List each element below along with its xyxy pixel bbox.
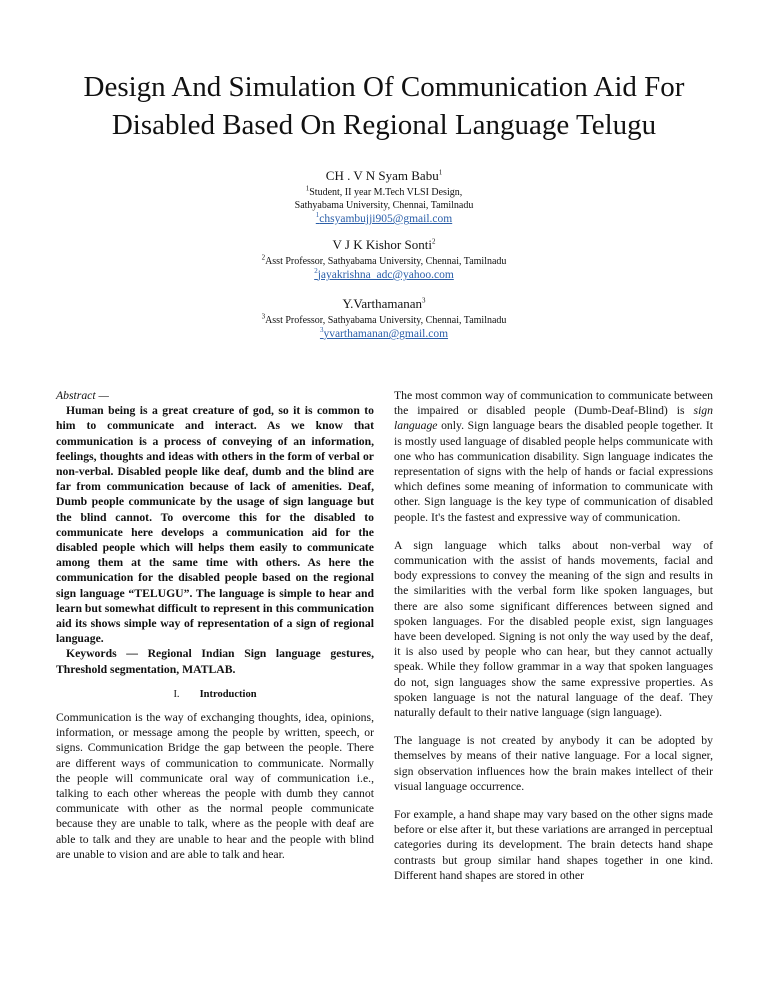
author-name-1: CH . V N Syam Babu	[325, 168, 439, 183]
author-block-3	[0, 296, 768, 341]
author-name-3: Y.Varthamanan	[342, 296, 423, 311]
author-email-link-1[interactable]: chsyambujji905@gmail.com	[319, 213, 453, 225]
email-sup-2: 2	[314, 267, 318, 276]
paper-title	[40, 68, 728, 144]
p1-after: only. Sign language bears the disabled people together. It is mostly used language of disabled people helps communicate with one who has communication disability. Sign language indicates the representation of signs with the help of hands or facial expressions which defines some meaning of information to communicate with other. Sign language is the key type of communication of disabled people. It's the fastest and expressive way of communication.	[394, 419, 713, 524]
author-sup-2: 2	[431, 237, 436, 246]
p1-italic: sign language	[394, 404, 713, 433]
title-line-1: Design And Simulation Of Communication Aid For	[83, 71, 685, 103]
right-paragraph-1	[394, 388, 713, 525]
aff-sup-1: 1	[305, 184, 310, 193]
email-sup-3: 3	[319, 326, 324, 335]
author-block-2	[0, 237, 768, 282]
aff-sup-2: 2	[261, 253, 266, 262]
aff-sup-3: 3	[261, 312, 266, 321]
author-affiliation-3: Asst Professor, Sathyabama University, Chennai, Tamilnadu	[265, 315, 507, 326]
p1-before: The most common way of communication to communicate between the impaired or disabled people (Dumb-Deaf-Blind) is	[394, 389, 713, 418]
title-line-2: Disabled Based On Regional Language Telugu	[111, 109, 657, 141]
right-paragraph-4: For example, a hand shape may vary based on the other signs made before or else after it, but these variations are arranged in perceptual categories during its development. The brain detects hand shape contrasts but group similar hand shapes together in one kind. Different hand shapes are stored in other	[394, 808, 713, 882]
section-title: Introduction	[199, 688, 257, 700]
author-name-2: V J K Kishor Sonti	[332, 237, 432, 252]
abstract-label: Abstract —	[56, 389, 109, 402]
section-number: I.	[173, 688, 180, 700]
introduction-paragraph: Communication is the way of exchanging thoughts, idea, opinions, information, or message among the people by written, speech, or signs. Communication Bridge the gap between the people. There are different ways of communication to communicate. Normally the people will communicate oral way of communication i.e., talking to each other whereas the people with dumb they cannot communicate with other as the normal people communicate because they are unable to talk, where as the people with deaf are able to talk and they are unable to hear and the people with blind are unable to vision and are able to talk and hear.	[56, 711, 374, 861]
author-affiliation-1b: Sathyabama University, Chennai, Tamilnadu	[294, 200, 474, 211]
abstract-text: Human being is a great creature of god, so it is common to him to communicate and interact. As we know that communication is a process of conveying of an information, feelings, thoughts and ideas with others in the form of verbal or non-verbal. Disabled people like deaf, dumb and the blind are far from communication because of lack of amenities. Deaf, Dumb people communicate by the usage of sign language but the blind cannot. To overcome this for the disabled to communicate here develops a communication aid for the disabled people which will helps them easily to communicate among them at the same time with others. As here the communication for the disabled people based on the regional sign language “TELUGU”. The language is simple to hear and learn but somewhat difficult to represent in this communication aid its shows simple way of representation of a sign of regional language.	[56, 404, 374, 646]
keywords: Keywords — Regional Indian Sign language gestures, Threshold segmentation, MATLAB.	[56, 647, 374, 676]
section-heading-introduction	[56, 687, 374, 702]
right-column	[394, 388, 713, 883]
right-paragraph-2: A sign language which talks about non-verbal way of communication with the assist of hands movements, facial and body expressions to convey the meaning of the sign and results in the similarities with the verbal form like spoken languages, but there are also some significant differences between signed and spoken languages. For the disabled people exist, sign languages have been developed. Signing is not only the way used by the deaf, it is also used by people who can hear, but they cannot actually speak. While they follow grammar in a way that spoken languages do not, sign languages show the same expressive properties. As spoken language is not the natural language of the deaf. They naturally default to their native language (sign language).	[394, 538, 713, 720]
left-column	[56, 388, 374, 862]
author-block-1	[0, 168, 768, 226]
author-sup-3: 3	[422, 296, 426, 305]
email-sup-1: 1	[315, 211, 320, 220]
author-affiliation-2: Asst Professor, Sathyabama University, Chennai, Tamilnadu	[265, 256, 507, 267]
author-email-link-2[interactable]: jayakrishna_adc@yahoo.com	[317, 269, 454, 281]
author-sup-1: 1	[438, 168, 443, 177]
right-paragraph-3: The language is not created by anybody it can be adopted by themselves by means of their native language. For a local signer, sign observation influences how the brain makes intellect of their visual language occurrence.	[394, 734, 713, 793]
author-affiliation-1a: Student, II year M.Tech VLSI Design,	[309, 187, 463, 198]
author-email-link-3[interactable]: yvarthamanan@gmail.com	[323, 328, 449, 340]
